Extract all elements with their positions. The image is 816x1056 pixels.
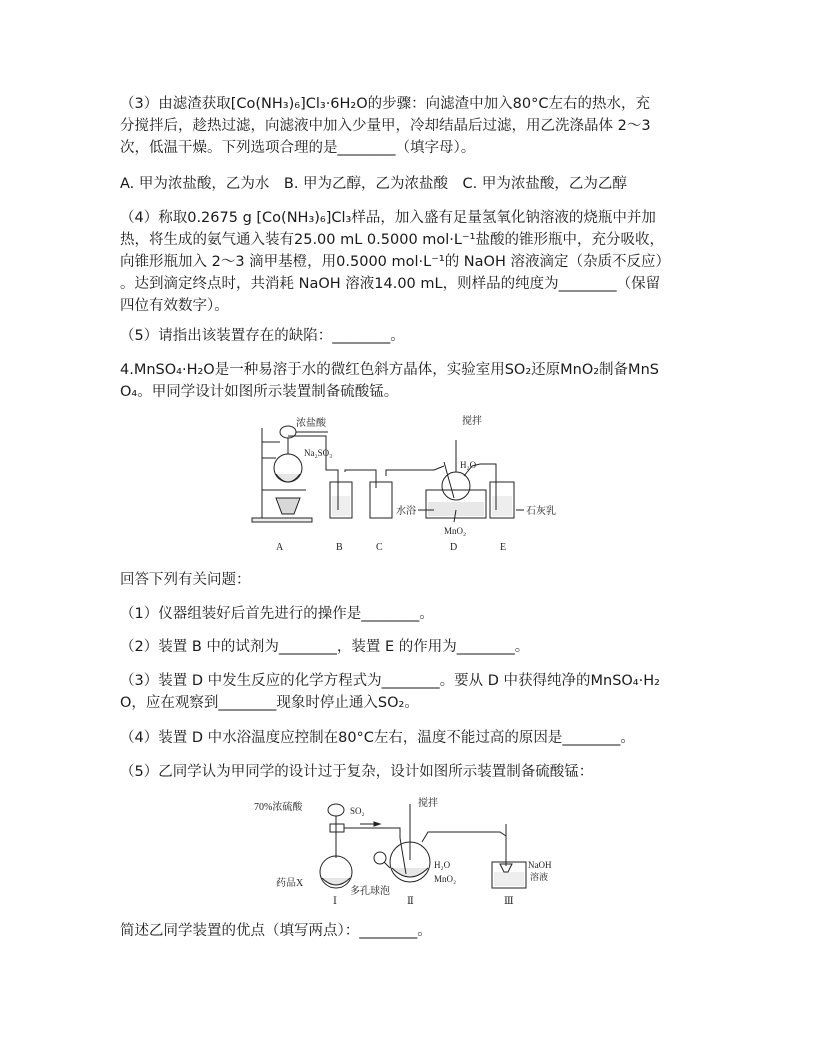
final-question — [120, 920, 710, 942]
sub-question-4 — [120, 727, 710, 749]
q4-stem — [120, 359, 710, 403]
label-naoh: NaOH — [528, 860, 552, 870]
q4-stem-line-1: 4.MnSO₄·H₂O是一种易溶于水的微红色斜方晶体，实验室用SO₂还原MnO₂制备MnS — [120, 362, 659, 378]
label-mno2-2: MnO₂ — [434, 874, 457, 884]
letter-b: B — [336, 542, 343, 553]
q3-line-2: 分搅拌后，趁热过滤，向滤液中加入少量甲，冷却结晶后过滤，用乙洗涤晶体 2～3 — [120, 118, 651, 134]
q5e-line: （5）请指出该装置存在的缺陷：________。 — [120, 328, 405, 344]
label-stir-2: 搅拌 — [418, 798, 438, 809]
s2-line: （2）装置 B 中的试剂为________，装置 E 的作用为________。 — [120, 639, 530, 655]
roman-1: Ⅰ — [333, 896, 337, 907]
q4e-line-4: 。达到滴定终点时，共消耗 NaOH 溶液14.00 mL，则样品的纯度为________（保留 — [120, 276, 661, 292]
s3-line-1: （3）装置 D 中发生反应的化学方程式为________。要从 D 中获得纯净的MnSO₄·H₂ — [120, 673, 660, 689]
label-mno2-1: MnO₂ — [444, 526, 467, 536]
label-so2: SO₂ — [350, 806, 365, 816]
q3-earlier-paragraph — [120, 93, 710, 159]
label-porous-bulb: 多孔球泡 — [350, 886, 390, 897]
label-h2o-1: H₂O — [460, 460, 477, 470]
prompt — [120, 569, 710, 591]
q3-line-3: 次，低温干燥。下列选项合理的是________（填字母）。 — [120, 140, 476, 156]
roman-2: Ⅱ — [407, 896, 414, 907]
apparatus-figure-2 — [250, 796, 570, 908]
letter-c: C — [376, 542, 383, 553]
options-line: A. 甲为浓盐酸，乙为水 B. 甲为乙醇，乙为浓盐酸 C. 甲为浓盐酸，乙为乙醇 — [120, 176, 627, 192]
final-line: 简述乙同学装置的优点（填写两点）：________。 — [120, 923, 432, 939]
s4-line: （4）装置 D 中水浴温度应控制在80°C左右，温度不能过高的原因是________。 — [120, 730, 635, 746]
letter-a: A — [276, 542, 284, 553]
prompt-line: 回答下列有关问题： — [120, 572, 251, 588]
label-lime-milk: 石灰乳 — [526, 506, 556, 517]
s5-line: （5）乙同学认为甲同学的设计过于复杂，设计如图所示装置制备硫酸锰： — [120, 764, 594, 780]
q4-earlier-paragraph — [120, 207, 710, 317]
label-h2o-2: H₂O — [434, 860, 451, 870]
s1-line: （1）仪器组装好后首先进行的操作是________。 — [120, 606, 434, 622]
sub-question-2 — [120, 636, 710, 658]
q4e-line-5: 四位有效数字）。 — [120, 298, 229, 314]
label-water-bath: 水浴 — [396, 506, 416, 517]
label-na2so3: Na₂SO₃ — [304, 448, 333, 458]
label-conc-hcl: 浓盐酸 — [296, 418, 326, 429]
label-drug-x: 药品X — [276, 878, 304, 889]
q5-earlier — [120, 325, 710, 347]
q4e-line-1: （4）称取0.2675 g [Co(NH₃)₆]Cl₃样品，加入盛有足量氢氧化钠溶液的烧瓶中并加 — [120, 210, 656, 226]
label-solution: 溶液 — [530, 872, 549, 882]
label-stir-1: 搅拌 — [462, 416, 482, 427]
q3-options — [120, 173, 710, 195]
q4-stem-line-2: O₄。甲同学设计如图所示装置制备硫酸锰。 — [120, 384, 399, 400]
apparatus-figure-1 — [248, 410, 578, 560]
apparatus-figure-1-drawing — [248, 410, 578, 560]
roman-3: Ⅲ — [504, 896, 514, 907]
s3-line-2: O，应在观察到________现象时停止通入SO₂。 — [120, 695, 419, 711]
q4e-line-2: 热，将生成的氨气通入装有25.00 mL 0.5000 mol·L⁻¹盐酸的锥形瓶中，充分吸收， — [120, 232, 664, 248]
sub-question-1 — [120, 603, 710, 625]
q3-line-1: （3）由滤渣获取[Co(NH₃)₆]Cl₃·6H₂O的步骤：向滤渣中加入80°C左右的热水，充 — [120, 96, 650, 112]
label-70-acid: 70%浓硫酸 — [254, 802, 303, 813]
letter-d: D — [450, 542, 458, 553]
q4e-line-3: 向锥形瓶加入 2～3 滴甲基橙，用0.5000 mol·L⁻¹的 NaOH 溶液滴定（杂质不反应） — [120, 254, 670, 270]
sub-question-5 — [120, 761, 710, 783]
apparatus-figure-2-drawing — [250, 796, 570, 908]
sub-question-3 — [120, 670, 710, 714]
letter-e: E — [500, 542, 507, 553]
